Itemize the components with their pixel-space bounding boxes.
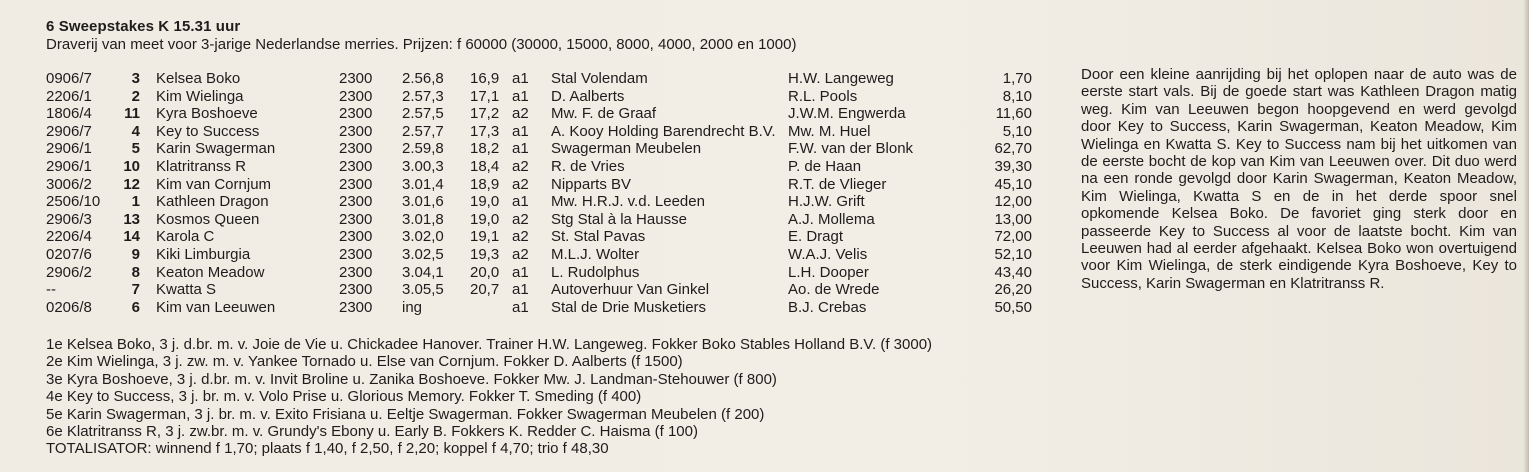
cell-dist: 2300 — [339, 210, 373, 228]
cell-km: 19,0 — [470, 210, 500, 228]
cell-num: 3 — [131, 70, 140, 87]
cell-km: 20,7 — [470, 281, 500, 299]
cell-time: 3.04,1 — [402, 263, 444, 281]
cell-dist: 2300 — [339, 281, 373, 299]
cell-horse: Karin Swagerman — [156, 140, 276, 158]
cell-km: 18,4 — [470, 157, 500, 175]
cell-num: 13 — [123, 210, 140, 228]
cell-grp: a2 — [512, 228, 529, 246]
cell-owner: Autoverhuur Van Ginkel — [551, 281, 710, 299]
cell-trainer: L.H. Dooper — [788, 263, 869, 281]
cell-form: 1806/4 — [46, 105, 92, 123]
cell-km: 17,3 — [470, 122, 500, 140]
cell-dist: 2300 — [339, 263, 373, 281]
cell-km: 19,0 — [470, 193, 500, 211]
cell-trainer: B.J. Crebas — [788, 298, 867, 316]
cell-odds: 1,70 — [1002, 70, 1032, 87]
cell-num: 12 — [123, 175, 140, 193]
cell-odds: 72,00 — [994, 228, 1032, 246]
cell-grp: a1 — [512, 298, 529, 316]
cell-dist: 2300 — [339, 175, 373, 193]
cell-odds: 26,20 — [994, 281, 1032, 299]
cell-km: 17,2 — [470, 105, 500, 123]
cell-horse: Key to Success — [156, 122, 260, 140]
cell-owner: St. Stal Pavas — [551, 228, 646, 246]
cell-form: 2906/7 — [46, 122, 92, 140]
cell-owner: Stg Stal à la Hausse — [551, 210, 687, 228]
cell-odds: 5,10 — [1002, 122, 1032, 140]
cell-km: 17,1 — [470, 87, 500, 105]
cell-grp: a1 — [512, 193, 529, 211]
cell-owner: D. Aalberts — [551, 87, 625, 105]
cell-trainer: R.T. de Vlieger — [788, 175, 887, 193]
cell-time: 2.57,3 — [402, 87, 444, 105]
cell-time: 2.57,5 — [402, 105, 444, 123]
cell-grp: a1 — [512, 263, 529, 281]
cell-horse: Kiki Limburgia — [156, 245, 251, 263]
cell-odds: 43,40 — [994, 263, 1032, 281]
cell-odds: 45,10 — [994, 175, 1032, 193]
cell-odds: 11,60 — [995, 105, 1032, 123]
cell-num: 2 — [131, 87, 140, 105]
cell-horse: Kelsea Boko — [156, 70, 241, 87]
cell-form: 3006/2 — [46, 175, 92, 193]
cell-odds: 39,30 — [994, 157, 1032, 175]
cell-num: 14 — [123, 228, 140, 246]
cell-trainer: A.J. Mollema — [788, 210, 875, 228]
cell-km: 19,3 — [470, 245, 500, 263]
cell-form: 2906/3 — [46, 210, 92, 228]
cell-form: 2206/1 — [46, 87, 92, 105]
cell-horse: Kwatta S — [156, 281, 217, 299]
cell-owner: Stal Volendam — [551, 70, 648, 87]
cell-odds: 62,70 — [994, 140, 1032, 158]
cell-km: 20,0 — [470, 263, 500, 281]
race-subtitle: Draverij van meet voor 3-jarige Nederlandse merries. Prijzen: f 60000 (30000, 15000, 8000, 4000, 2000 en 1000) — [46, 36, 797, 53]
cell-odds: 50,50 — [994, 298, 1032, 316]
placing-5: 5e Karin Swagerman, 3 j. br. m. v. Exito Frisiana u. Eeltje Swagerman. Fokker Swagerman Meubelen (f 200) — [46, 405, 765, 423]
cell-owner: M.L.J. Wolter — [551, 245, 640, 263]
cell-horse: Kathleen Dragon — [156, 193, 269, 211]
cell-trainer: H.J.W. Grift — [788, 193, 865, 211]
cell-horse: Karola C — [156, 228, 215, 246]
cell-num: 11 — [124, 105, 140, 123]
cell-odds: 8,10 — [1002, 87, 1032, 105]
cell-num: 6 — [131, 298, 140, 316]
cell-trainer: Mw. M. Huel — [788, 122, 871, 140]
cell-km: 18,2 — [470, 140, 500, 158]
cell-trainer: P. de Haan — [788, 157, 862, 175]
cell-time: 2.59,8 — [402, 140, 444, 158]
cell-grp: a1 — [512, 122, 529, 140]
cell-owner: A. Kooy Holding Barendrecht B.V. — [551, 122, 776, 140]
cell-horse: Kim Wielinga — [156, 87, 244, 105]
cell-dist: 2300 — [339, 105, 373, 123]
cell-num: 7 — [131, 281, 140, 299]
cell-time: 3.01,6 — [402, 193, 444, 211]
cell-dist: 2300 — [339, 70, 373, 87]
cell-trainer: E. Dragt — [788, 228, 844, 246]
cell-form: 0206/8 — [46, 298, 92, 316]
cell-km: 18,9 — [470, 175, 500, 193]
cell-trainer: H.W. Langeweg — [788, 70, 894, 87]
cell-grp: a1 — [512, 87, 529, 105]
cell-form: 2206/4 — [46, 228, 92, 246]
cell-form: 0906/7 — [46, 70, 92, 87]
cell-time: 3.05,5 — [402, 281, 444, 299]
placing-2: 2e Kim Wielinga, 3 j. zw. m. v. Yankee Tornado u. Else van Cornjum. Fokker D. Aalberts (f 1500) — [46, 353, 683, 371]
cell-time: 3.02,0 — [402, 228, 444, 246]
cell-trainer: W.A.J. Velis — [788, 245, 868, 263]
cell-horse: Kim van Leeuwen — [156, 298, 276, 316]
placing-3: 3e Kyra Boshoeve, 3 j. d.br. m. v. Invit Broline u. Zanika Boshoeve. Fokker Mw. J. Landman-Stehouwer (f 800) — [46, 370, 777, 388]
cell-num: 4 — [131, 122, 140, 140]
race-report: Door een kleine aanrijding bij het oplopen naar de auto was de eerste start vals. Bij de goede start was Kathleen Dragon matig weg. Kim van Leeuwen begon hoopgevend en werd gevolgd door Key to Success, Karin Swagerman, Keaton Meadow, Kim Wielinga en Kwatta S. Key to Success nam bij het uitkomen van de eerste bocht de kop van Kim van Leeuwen over. Dit duo werd na een ronde gevolgd door Karin Swagerman, Keaton Meadow, Kim Wielinga, Kwatta S en de in het derde spoor snel opkomende Kelsea Boko. De favoriet ging sterk door en passeerde Key to Success al voor de laatste bocht. Kim van Leeuwen had al eerder afgehaakt. Kelsea Boko won overtuigend voor Kim Wielinga, de sterk eindigende Kyra Boshoeve, Key to Success, Karin Swagerman en Klatritranss R. — [1081, 66, 1517, 292]
cell-trainer: F.W. van der Blonk — [788, 140, 914, 158]
cell-time: 3.01,4 — [402, 175, 444, 193]
cell-trainer: Ao. de Wrede — [788, 281, 880, 299]
cell-grp: a2 — [512, 105, 529, 123]
cell-dist: 2300 — [339, 140, 373, 158]
placing-1: 1e Kelsea Boko, 3 j. d.br. m. v. Joie de Vie u. Chickadee Hanover. Trainer H.W. Langeweg. Fokker Boko Stables Holland B.V. (f 3000) — [46, 336, 933, 353]
page-edge-shadow — [1523, 0, 1529, 472]
cell-dist: 2300 — [339, 87, 373, 105]
cell-dist: 2300 — [339, 122, 373, 140]
cell-km: 16,9 — [470, 70, 500, 87]
cell-num: 9 — [131, 245, 140, 263]
placings-list — [46, 336, 932, 458]
placing-6: 6e Klatritranss R, 3 j. zw.br. m. v. Grundy's Ebony u. Early B. Fokkers K. Redder C. Haisma (f 100) — [46, 423, 698, 441]
cell-grp: a1 — [512, 281, 529, 299]
cell-owner: Swagerman Meubelen — [551, 140, 702, 158]
cell-trainer: J.W.M. Engwerda — [788, 105, 906, 123]
placing-4: 4e Key to Success, 3 j. br. m. v. Volo Prise u. Glorious Memory. Fokker T. Smeding (f 400) — [46, 388, 642, 406]
cell-form: 2906/2 — [46, 263, 92, 281]
cell-num: 10 — [123, 157, 140, 175]
cell-owner: Mw. H.R.J. v.d. Leeden — [551, 193, 705, 211]
cell-time: 2.57,7 — [402, 122, 444, 140]
cell-owner: Stal de Drie Musketiers — [551, 298, 707, 316]
cell-form: 2906/1 — [46, 157, 92, 175]
cell-owner: Nipparts BV — [551, 175, 632, 193]
cell-trainer: R.L. Pools — [788, 87, 858, 105]
cell-dist: 2300 — [339, 245, 373, 263]
cell-dist: 2300 — [339, 298, 373, 316]
cell-num: 1 — [131, 193, 140, 211]
cell-grp: a1 — [512, 140, 529, 158]
cell-time: 2.56,8 — [402, 70, 444, 87]
cell-owner: L. Rudolphus — [551, 263, 640, 281]
cell-km: 19,1 — [470, 228, 500, 246]
cell-grp: a2 — [512, 245, 529, 263]
cell-grp: a2 — [512, 175, 529, 193]
totalisator: TOTALISATOR: winnend f 1,70; plaats f 1,40, f 2,50, f 2,20; koppel f 4,70; trio f 48,30 — [46, 440, 609, 458]
cell-horse: Keaton Meadow — [156, 263, 265, 281]
cell-num: 5 — [131, 140, 140, 158]
cell-time: 3.02,5 — [402, 245, 444, 263]
cell-dist: 2300 — [339, 157, 373, 175]
cell-horse: Klatritranss R — [156, 157, 247, 175]
cell-grp: a2 — [512, 157, 529, 175]
cell-grp: a1 — [512, 70, 529, 87]
cell-form: 0207/6 — [46, 245, 92, 263]
cell-dist: 2300 — [339, 228, 373, 246]
cell-num: 8 — [131, 263, 140, 281]
race-title: 6 Sweepstakes K 15.31 uur — [46, 18, 241, 35]
cell-odds: 52,10 — [994, 245, 1032, 263]
cell-time: 3.00,3 — [402, 157, 444, 175]
cell-time: 3.01,8 — [402, 210, 444, 228]
cell-odds: 13,00 — [994, 210, 1032, 228]
cell-horse: Kosmos Queen — [156, 210, 260, 228]
cell-form: -- — [46, 281, 56, 299]
cell-form: 2506/10 — [46, 193, 101, 211]
cell-time: ing — [402, 298, 423, 316]
cell-horse: Kyra Boshoeve — [156, 105, 258, 123]
cell-form: 2906/1 — [46, 140, 92, 158]
cell-owner: Mw. F. de Graaf — [551, 105, 657, 123]
cell-grp: a2 — [512, 210, 529, 228]
cell-owner: R. de Vries — [551, 157, 625, 175]
cell-odds: 12,00 — [994, 193, 1032, 211]
cell-dist: 2300 — [339, 193, 373, 211]
cell-horse: Kim van Cornjum — [156, 175, 272, 193]
